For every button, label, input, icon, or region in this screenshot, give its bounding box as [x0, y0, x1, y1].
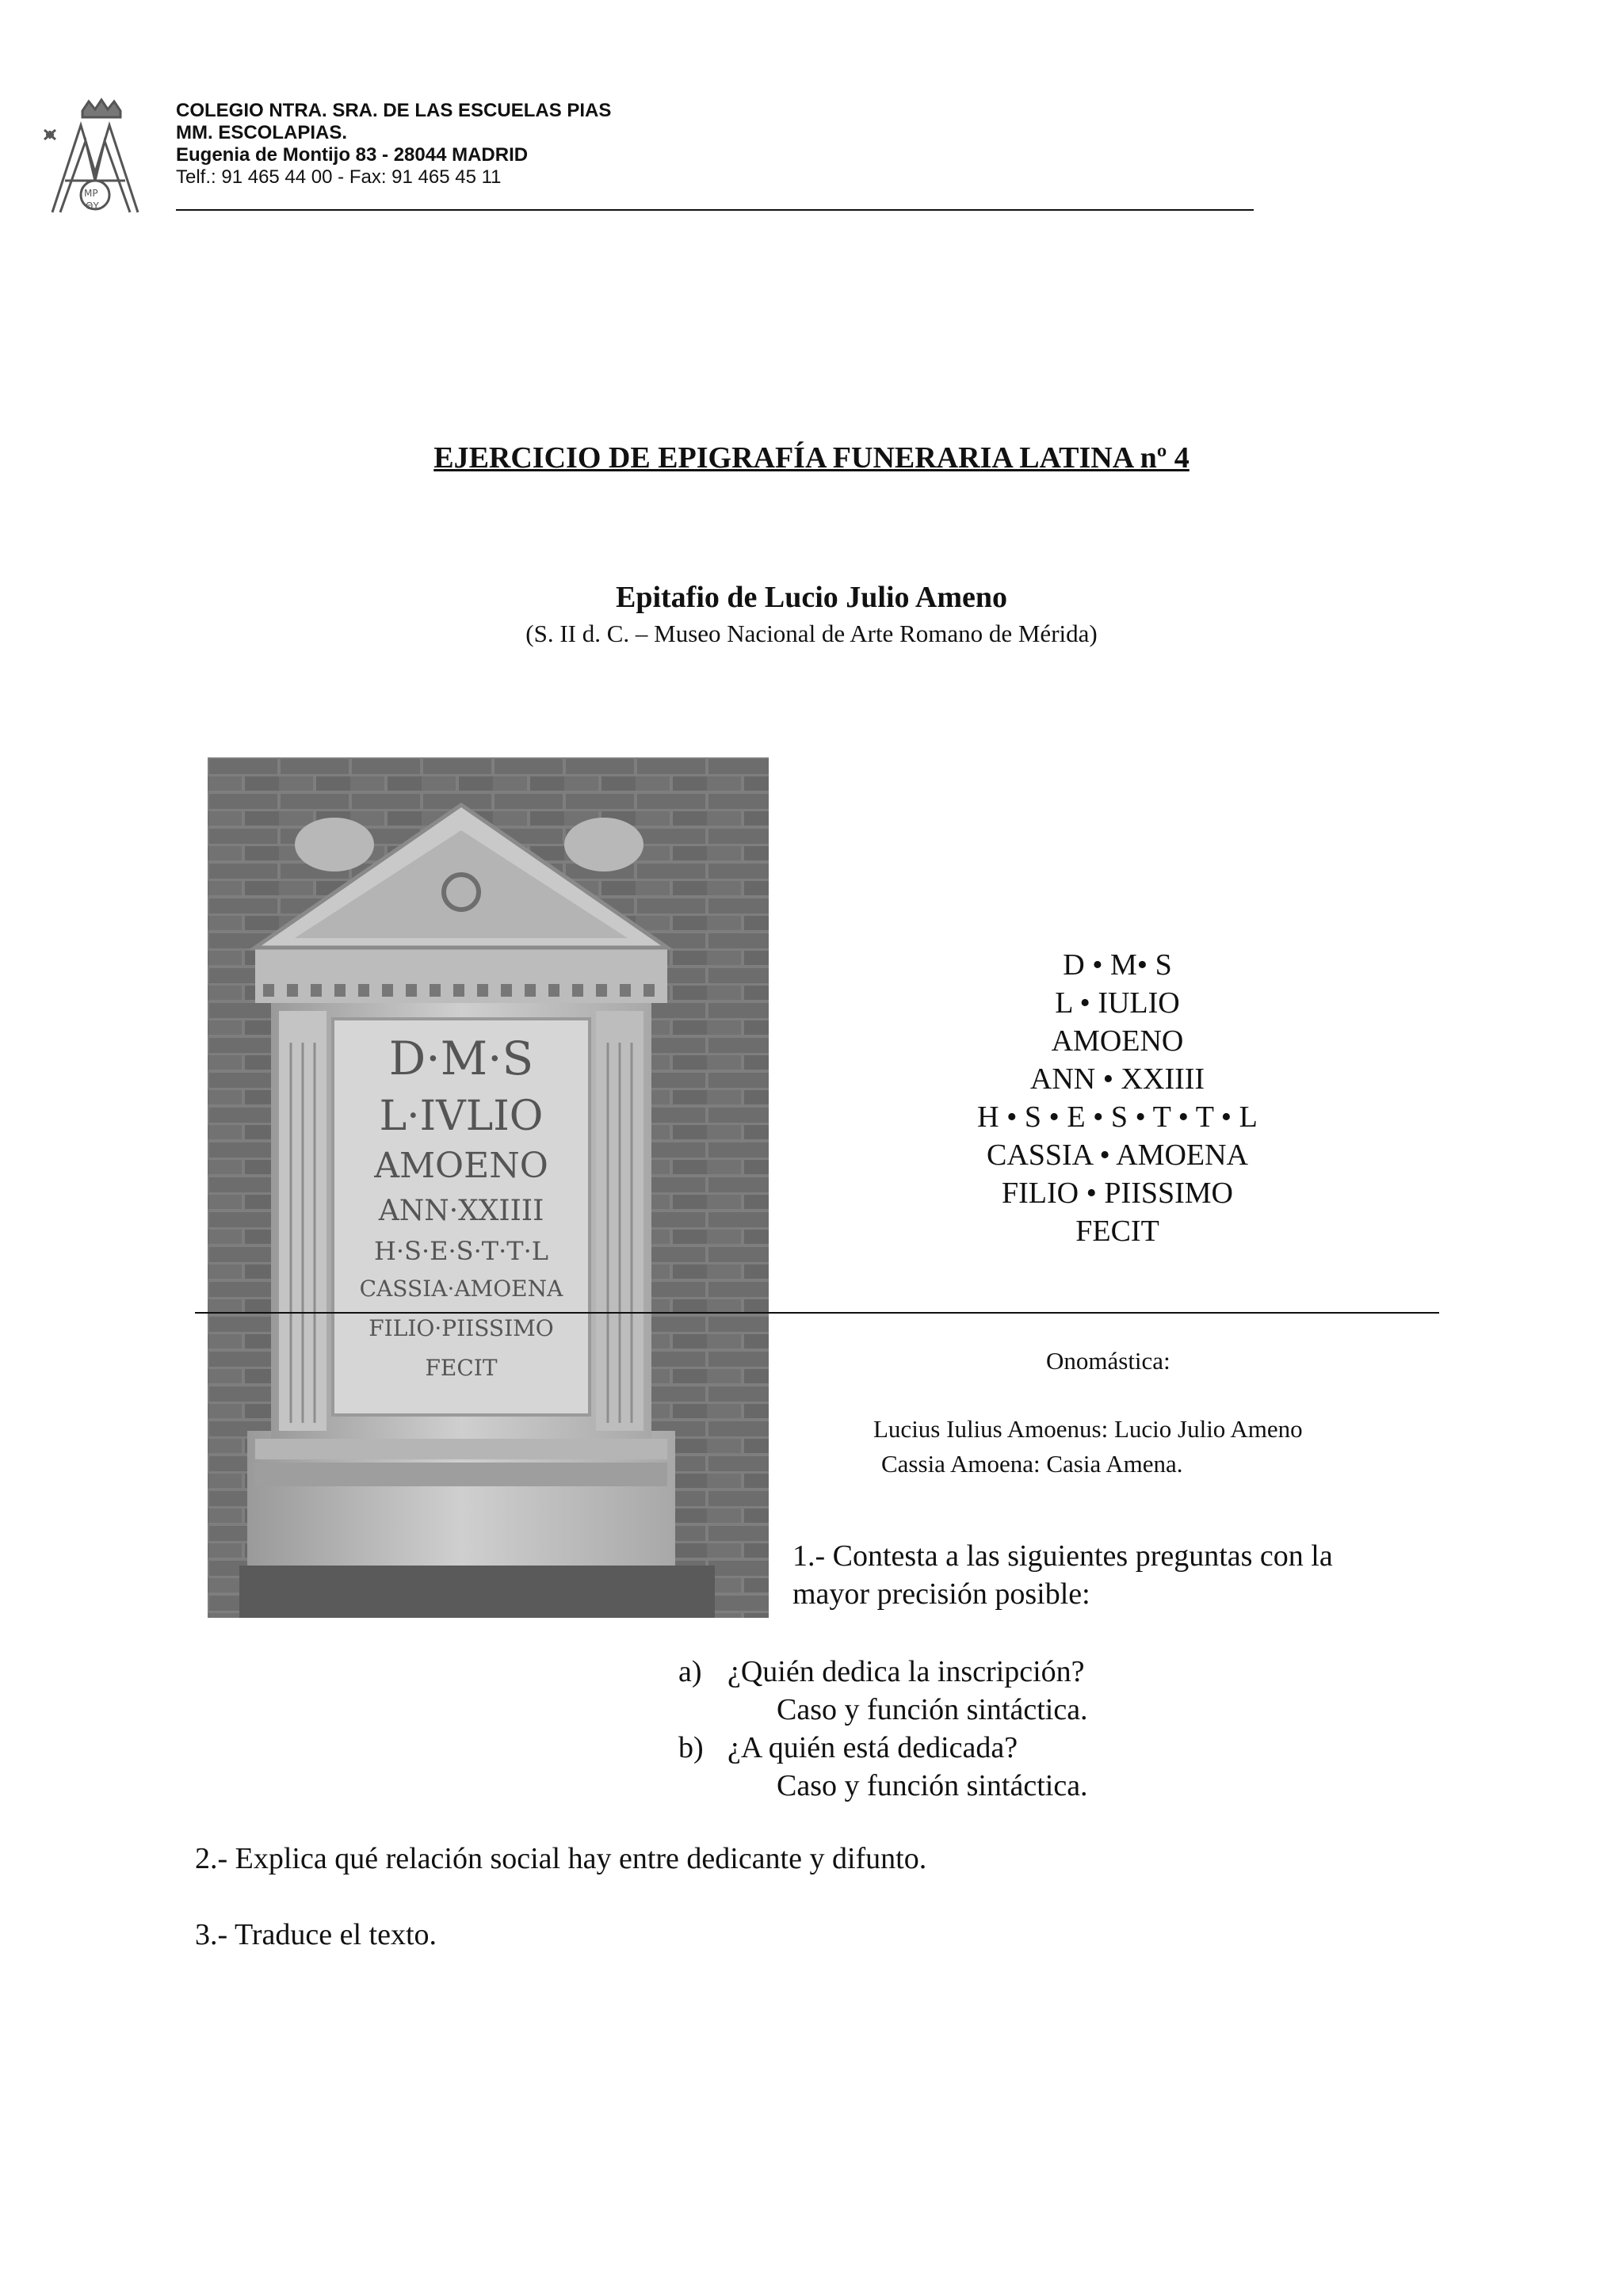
- onomastica-heading: Onomástica:: [1046, 1347, 1170, 1375]
- inscription-line: CASSIA • AMOENA: [986, 1138, 1249, 1172]
- crowned-monogram-am-icon: [36, 93, 154, 220]
- school-phone-fax: Telf.: 91 465 44 00 - Fax: 91 465 45 11: [176, 166, 502, 188]
- school-name: COLEGIO NTRA. SRA. DE LAS ESCUELAS PIAS: [176, 100, 612, 121]
- funerary-altar-photo-icon: [208, 757, 769, 1618]
- question-b-text: ¿A quién está dedicada?: [727, 1731, 1018, 1764]
- exercise-title: EJERCICIO DE EPIGRAFÍA FUNERARIA LATINA nº 4: [433, 441, 1190, 475]
- svg-text:ΘY: ΘY: [86, 200, 99, 212]
- inscription-transcription: [911, 946, 1323, 1250]
- inscription-line: FILIO • PIISSIMO: [1002, 1177, 1233, 1210]
- question-1-line-1: 1.- Contesta a las siguientes preguntas con la: [792, 1539, 1333, 1573]
- stone-line-3: AMOENO: [374, 1146, 548, 1186]
- inscription-line: H • S • E • S • T • T • L: [977, 1100, 1258, 1134]
- inscription-line: L • IULIO: [1055, 986, 1180, 1020]
- school-address: Eugenia de Montijo 83 - 28044 MADRID: [176, 144, 529, 166]
- section-divider: [195, 1312, 1439, 1314]
- inscription-line: D • M• S: [1063, 948, 1172, 982]
- inscription-line: AMOENO: [1051, 1024, 1184, 1058]
- onomastica-line-2: Cassia Amoena: Casia Amena.: [881, 1450, 1183, 1478]
- stone-line-7: FILIO·PIISSIMO: [369, 1315, 554, 1341]
- altar-photo: [208, 757, 769, 1618]
- question-a-label: a): [678, 1655, 702, 1688]
- inscription-line: ANN • XXIIII: [1029, 1062, 1205, 1096]
- stone-line-1: D·M·S: [388, 1032, 534, 1085]
- stone-line-5: H·S·E·S·T·T·L: [373, 1236, 549, 1266]
- svg-text:MP: MP: [84, 188, 98, 199]
- stone-line-4: ANN·XXIIII: [378, 1195, 544, 1227]
- stone-line-2: L·IVLIO: [379, 1093, 544, 1140]
- epitaph-title: Epitafio de Lucio Julio Ameno: [615, 581, 1008, 614]
- onomastica-line-1: Lucius Iulius Amoenus: Lucio Julio Ameno: [873, 1415, 1303, 1443]
- letterhead-divider: [176, 209, 1254, 211]
- stone-line-6: CASSIA·AMOENA: [359, 1276, 563, 1302]
- question-3: 3.- Traduce el texto.: [195, 1918, 437, 1951]
- epitaph-source: (S. II d. C. – Museo Nacional de Arte Romano de Mérida): [525, 620, 1098, 647]
- question-b-sub: Caso y función sintáctica.: [777, 1769, 1088, 1802]
- school-order: MM. ESCOLAPIAS.: [176, 122, 348, 143]
- question-a-text: ¿Quién dedica la inscripción?: [727, 1655, 1085, 1688]
- stone-line-8: FECIT: [425, 1355, 498, 1381]
- inscription-line: FECIT: [1075, 1215, 1159, 1248]
- question-b-label: b): [678, 1731, 704, 1764]
- question-1-line-2: mayor precisión posible:: [792, 1577, 1090, 1611]
- question-2: 2.- Explica qué relación social hay entre dedicante y difunto.: [195, 1842, 927, 1875]
- question-a-sub: Caso y función sintáctica.: [777, 1693, 1088, 1726]
